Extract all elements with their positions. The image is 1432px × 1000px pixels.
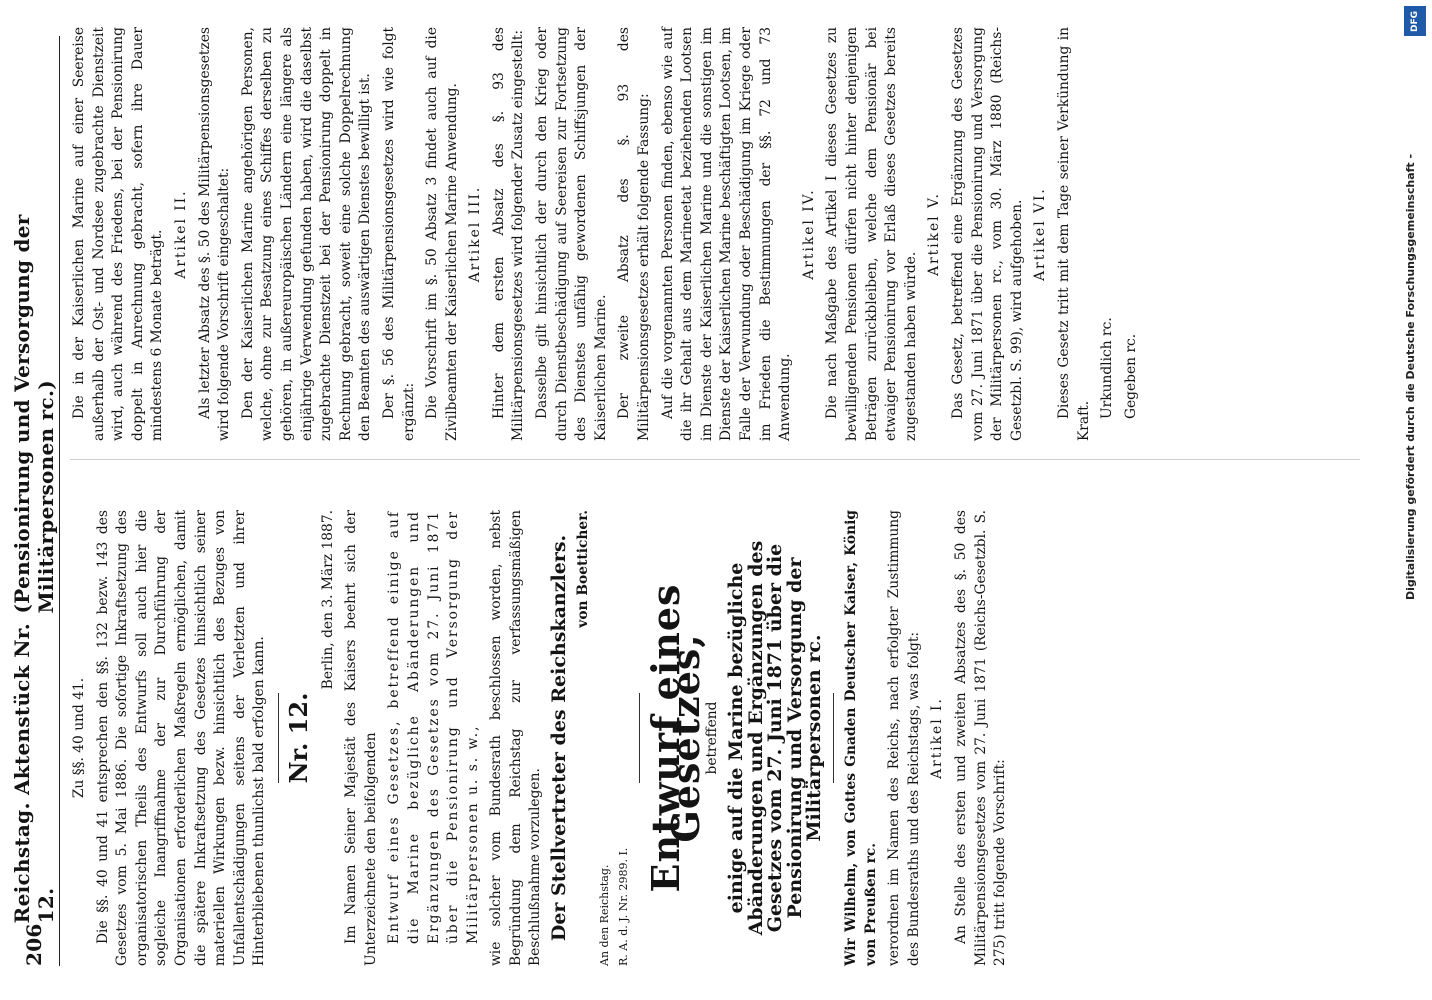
signer-name: von Boetticher. (574, 510, 591, 628)
article-4-heading: Artikel IV. (800, 188, 817, 280)
article-2-quote: Den der Kaiserlichen Marine angehörigen Personen, welche, ohne zur Besatzung eines Schiffes derselben zu gehören, in außereuropäischen Ländern eine längere als einjährige Verwendung gefunden haben, wird die daselbst zugebrachte Dienstzeit bei der Pensionirung doppelt in Rechnung gebracht, soweit eine solche Doppelrechnung den Beamten des auswärtigen Dienstes bewilligt ist. (239, 27, 374, 441)
right-paragraph-1: Die in der Kaiserlichen Marine auf einer Seereise außerhalb der Ost- und Nordsee zugebrachte Dienstzeit wird, auch während des Friedens, bei der Pensionirung doppelt in Anrechnung gebracht, sofern ihre Dauer mindestens 6 Monate beträgt. (71, 27, 166, 441)
left-column (70, 510, 1360, 966)
left-paragraph-1: Die §§. 40 und 41 entsprechen den §§. 132 bezw. 143 des Gesetzes vom 5. Mai 1886. Die sofortige Inkraftsetzung des organisatorischen Theils des Entwurfs soll auch hier die sogleiche Inangriffnahme der zur Durchführung der Organisationen erforderlichen Maßregeln ermöglichen, damit die spätere Inkraftsetzung des Gesetzes hinsichtlich seiner materiellen Wirkungen bezw. hinsichtlich des Bezuges von Unfallentschädigungen seitens der Verletzten und ihrer Hinterbliebenen thunlichst bald erfolgen kann. (94, 510, 268, 966)
page-header (12, 36, 56, 966)
article-3-quote: Dasselbe gilt hinsichtlich der durch den Krieg oder durch Dienstbeschädigung auf Seereisen zur Fortsetzung des Dienstes unfähig gewordenen Schiffsjungen der Kaiserlichen Marine. (534, 27, 609, 441)
digitization-credit: Digitalisierung gefördert durch die Deutsche Forschungsgemeinschaft - (1404, 153, 1417, 600)
article-3-quote-2: Auf die vorgenannten Personen finden, ebenso wie auf die ihr Gehalt aus dem Marineetat beziehenden Lootsen im Dienste der Kaiserlichen Marine und die sonstigen im Dienste der Kaiserlichen Marine beschäftigten Lootsen, im Falle der Verwundung oder Beschädigung im Kriege oder im Frieden die Bestimmungen der §§. 72 und 73 Anwendung. (659, 27, 794, 441)
enacting-clause-1: Wir Wilhelm, von Gottes Gnaden Deutscher Kaiser, König von Preußen rc. (843, 510, 879, 966)
right-column (70, 27, 1360, 460)
article-2-heading: Artikel II. (172, 189, 189, 279)
article-1-text: An Stelle des ersten und zweiten Absatzes des §. 50 des Militärpensionsgesetzes vom 27. Juni 1871 (Reichs-Gesetzbl. S. 275) tritt folgende Vorschrift: (952, 510, 1009, 966)
article-3-text-2: Der zweite Absatz des §. 93 des Militärpensionsgesetzes erhält folgende Fassung: (616, 27, 653, 441)
left-paragraph-2: Im Namen Seiner Majestät des Kaisers beehrt sich der Unterzeichnete den beifolgenden (343, 510, 379, 966)
nr-heading: Nr. 12. (283, 692, 313, 784)
closing-2: Gegeben rc. (1122, 333, 1139, 419)
article-6-heading: Artikel VI. (1032, 187, 1049, 281)
left-paragraph-3: Entwurf eines Gesetzes, betreffend einige auf die Marine bezügliche Abänderungen und Ergänzungen des Gesetzes vom 27. Juni 1871 über die Pensionirung und Versorgung der Militärpersonen u. s. w., (386, 510, 481, 944)
article-1-heading: Artikel I. (929, 697, 946, 779)
header-rule (59, 36, 60, 966)
digitization-sidebar (1398, 0, 1432, 1000)
draft-title: Entwurf eines Gesetzes, (643, 583, 708, 893)
left-paragraph-4: wie solcher vom Bundesrath beschlossen worden, nebst Begründung dem Reichstag zur verfassungsmäßigen Beschlußnahme vorzulegen. (488, 510, 544, 966)
closing-1: Urkundlich rc. (1099, 317, 1116, 419)
article-5-heading: Artikel V. (926, 192, 943, 276)
article-6-text: Dieses Gesetz tritt mit dem Tage seiner Verkündung in Kraft. (1055, 27, 1092, 441)
article-4-text: Die nach Maßgabe des Artikel I dieses Gesetzes zu bewilligenden Pensionen dürfen nicht hinter denjenigen Beträgen zurückbleiben, welche dem Pensionär bei etwaiger Pensionirung vor Erlaß dieses Gesetzes bereits zugestanden haben würde. (824, 27, 919, 441)
page-number: 206 (22, 923, 46, 966)
dfg-logo: DFG (1404, 6, 1426, 36)
divider (833, 693, 834, 783)
reference-number: R. A. d. J. Nr. 2989. I. (617, 847, 631, 966)
draft-subtitle: einige auf die Marine bezügliche Abänderungen und Ergänzungen des Gesetzes vom 27. Juni 1871 über die Pensionirung und Versorgung der Militärpersonen rc. (725, 540, 826, 936)
divider (639, 693, 640, 783)
article-2-quote-2: Die Vorschrift im §. 50 Absatz 3 findet auch auf die Zivilbeamten der Kaiserlichen Marine Anwendung. (424, 27, 460, 441)
enacting-clause-2: verordnen im Namen des Reichs, nach erfolgter Zustimmung des Bundesraths und des Reichstags, was folgt: (886, 510, 922, 966)
date-line: Berlin, den 3. März 1887. (319, 510, 336, 690)
article-2-text-2: Der §. 56 des Militärpensionsgesetzes wird wie folgt ergänzt: (380, 27, 417, 441)
article-3-text: Hinter dem ersten Absatz des §. 93 des Militärpensionsgesetzes wird folgender Zusatz eingestellt: (490, 27, 527, 441)
article-2-text: Als letzter Absatz des §. 50 des Militärpensionsgesetzes wird folgende Vorschrift eingeschaltet: (196, 27, 233, 441)
header-left-title: Reichstag. Aktenstück Nr. 12. (10, 622, 58, 924)
article-3-heading: Artikel III. (467, 185, 484, 283)
signer-title: Der Stellvertreter des Reichskanzlers. (548, 534, 571, 942)
divider (278, 693, 279, 783)
header-right-title: (Pensionirung und Versorgung der Militärpersonen rc.) (10, 214, 58, 614)
section-heading: Zu §§. 40 und 41. (71, 677, 87, 799)
addressee: An den Reichstag. (598, 864, 612, 966)
article-5-text: Das Gesetz, betreffend eine Ergänzung des Gesetzes vom 27. Juni 1871 über die Pensionirung und Versorgung der Militärpersonen rc., vom 30. März 1880 (Reichs-Gesetzbl. S. 99), wird aufgehoben. (949, 27, 1025, 441)
betreffend: betreffend (704, 701, 721, 775)
